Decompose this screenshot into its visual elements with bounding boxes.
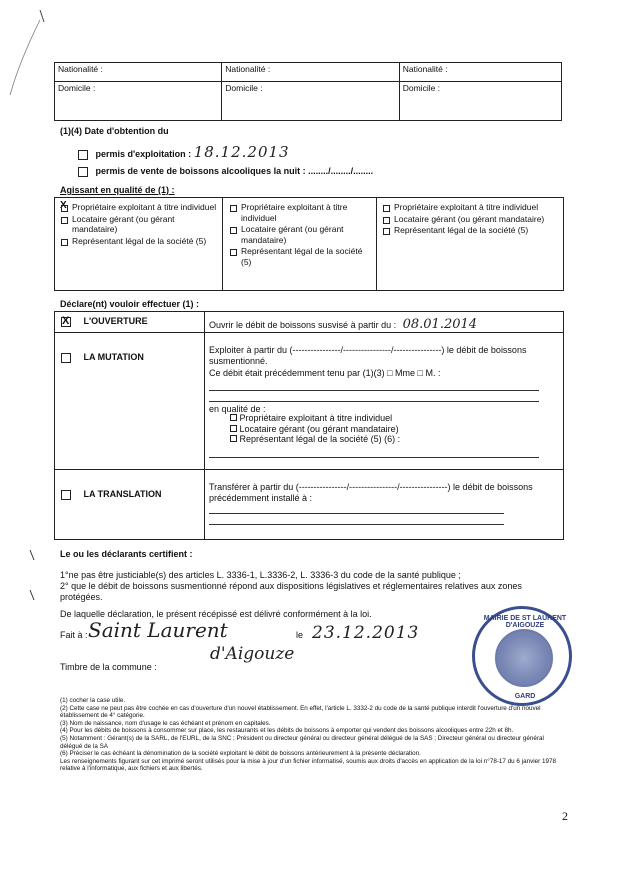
footnote: (2) Cette case ne peut pas être cochée en cas d'ouverture d'un nouvel établissement. En effet, l'article L. 3332-2 du code de la santé publique interdit l'ouverture d'un nouvel établissement de 4° catégorie. <box>60 704 541 720</box>
option-label: Propriétaire exploitant à titre individuel <box>394 202 539 212</box>
pen-stroke <box>30 550 34 560</box>
option-label: Propriétaire exploitant à titre individuel <box>241 202 348 223</box>
mutation-qualite: en qualité de : <box>209 404 266 414</box>
certifient-heading: Le ou les déclarants certifient : <box>60 549 193 559</box>
certifient-item: 2° que le débit de boissons susmentionné répond aux dispositions législatives et réglementaires relatives aux zones protégées. <box>60 581 522 602</box>
ouverture-check-mark: X <box>62 314 70 327</box>
option-label: Propriétaire exploitant à titre individuel <box>72 202 217 212</box>
agissant-heading: Agissant en qualité de (1) : <box>60 185 175 195</box>
option-label: Représentant légal de la société (5) <box>72 235 207 246</box>
permis-exploitation-label: permis d'exploitation : <box>95 149 192 159</box>
footnote: Les renseignements figurant sur cet imprimé seront utilisés pour la mise à jour d'un fichier informatisé, soumis aux droits d'accès en application de la loi n°78-17 du 6 janvier 1978 relative à l'informatique, aux fichiers et aux libertés. <box>60 757 556 773</box>
option-label: Représentant légal de la société (5) <box>394 225 529 235</box>
permis-exploitation-date: 18.12.2013 <box>193 143 290 161</box>
fait-a-label: Fait à : <box>60 630 88 640</box>
domicile-label: Domicile : <box>402 83 441 93</box>
option-label: Propriétaire exploitant à titre individuel <box>239 413 393 423</box>
fait-a-place: Saint Laurent <box>88 618 228 642</box>
stamp-text-top: MAIRIE DE ST LAURENT D'AIGOUZE <box>483 615 567 629</box>
nationality-label: Nationalité : <box>225 64 271 74</box>
translation-label: LA TRANSLATION <box>83 489 162 499</box>
option-label: Locataire gérant (ou gérant mandataire) <box>241 224 344 245</box>
mutation-text2: Ce débit était précédemment tenu par (1)(3) □ Mme □ M. : <box>209 368 441 378</box>
checked-mark: X <box>60 200 67 211</box>
option-label: Locataire gérant (ou gérant mandataire) <box>72 213 175 234</box>
mutation-text1: Exploiter à partir du (----------------/----------------/----------------) le débit de boissons susmentionné. <box>209 345 527 366</box>
permis-nuit-label: permis de vente de boissons alcooliques la nuit : ......../......../........ <box>95 166 374 176</box>
nationality-label: Nationalité : <box>58 64 103 74</box>
pen-stroke <box>10 20 40 95</box>
obtention-heading: (1)(4) Date d'obtention du <box>60 126 169 136</box>
declaration-heading: Déclare(nt) vouloir effectuer (1) : <box>60 299 200 309</box>
option-label: Représentant légal de la société (5) (6) : <box>239 434 401 444</box>
pen-stroke <box>30 590 34 600</box>
nationality-label: Nationalité : <box>402 64 448 74</box>
fait-date: 23.12.2013 <box>312 623 420 643</box>
recepisse-text: De laquelle déclaration, le présent récépissé est délivré conformément à la loi. <box>60 609 372 619</box>
ouverture-date: 08.01.2014 <box>402 317 478 332</box>
certifient-item: 1°ne pas être justiciable(s) des articles L. 3336-1, L.3336-2, L. 3336-3 du code de la santé publique ; <box>60 570 461 580</box>
footnote: (3) Nom de naissance, nom d'usage le cas échéant et prénom en capitales. <box>60 719 271 727</box>
translation-text: Transférer à partir du (----------------/----------------/----------------) le débit de boissons précédemment installé à : <box>209 482 533 503</box>
fait-a-place-2: d'Aigouze <box>210 644 295 664</box>
domicile-label: Domicile : <box>58 83 96 93</box>
option-label: Représentant légal de la société (5) <box>241 246 363 267</box>
stamp-text-bottom: GARD <box>514 693 536 700</box>
footnote: (4) Pour les débits de boissons à consommer sur place, les restaurants et les débits de boissons à emporter qui vendent des boissons alcooliques entre 22h et 8h. <box>60 727 514 735</box>
ouverture-text: Ouvrir le débit de boissons susvisé à partir du : <box>209 320 397 330</box>
footnote: (6) Préciser le cas échéant la dénomination de la société exploitant le débit de boissons antérieurement à la présente déclaration. <box>60 750 421 758</box>
ouverture-label: L'OUVERTURE <box>83 316 148 326</box>
footnote: (5) Notamment : Gérant(s) de la SARL, de l'EURL, de la SNC ; Président ou directeur général ou directeur général délégué de la SAS ; Directeur général ou directeur général délégué de la SA <box>60 734 544 750</box>
option-label: Locataire gérant (ou gérant mandataire) <box>394 213 545 224</box>
page-number: 2 <box>562 809 568 823</box>
pen-stroke <box>40 10 44 22</box>
domicile-label: Domicile : <box>225 83 263 93</box>
timbre-label: Timbre de la commune : <box>60 662 157 672</box>
option-label: Locataire gérant (ou gérant mandataire) <box>239 423 399 434</box>
footnote: (1) cocher la case utile. <box>60 697 126 704</box>
mutation-label: LA MUTATION <box>83 352 144 362</box>
le-label: le <box>296 630 304 640</box>
